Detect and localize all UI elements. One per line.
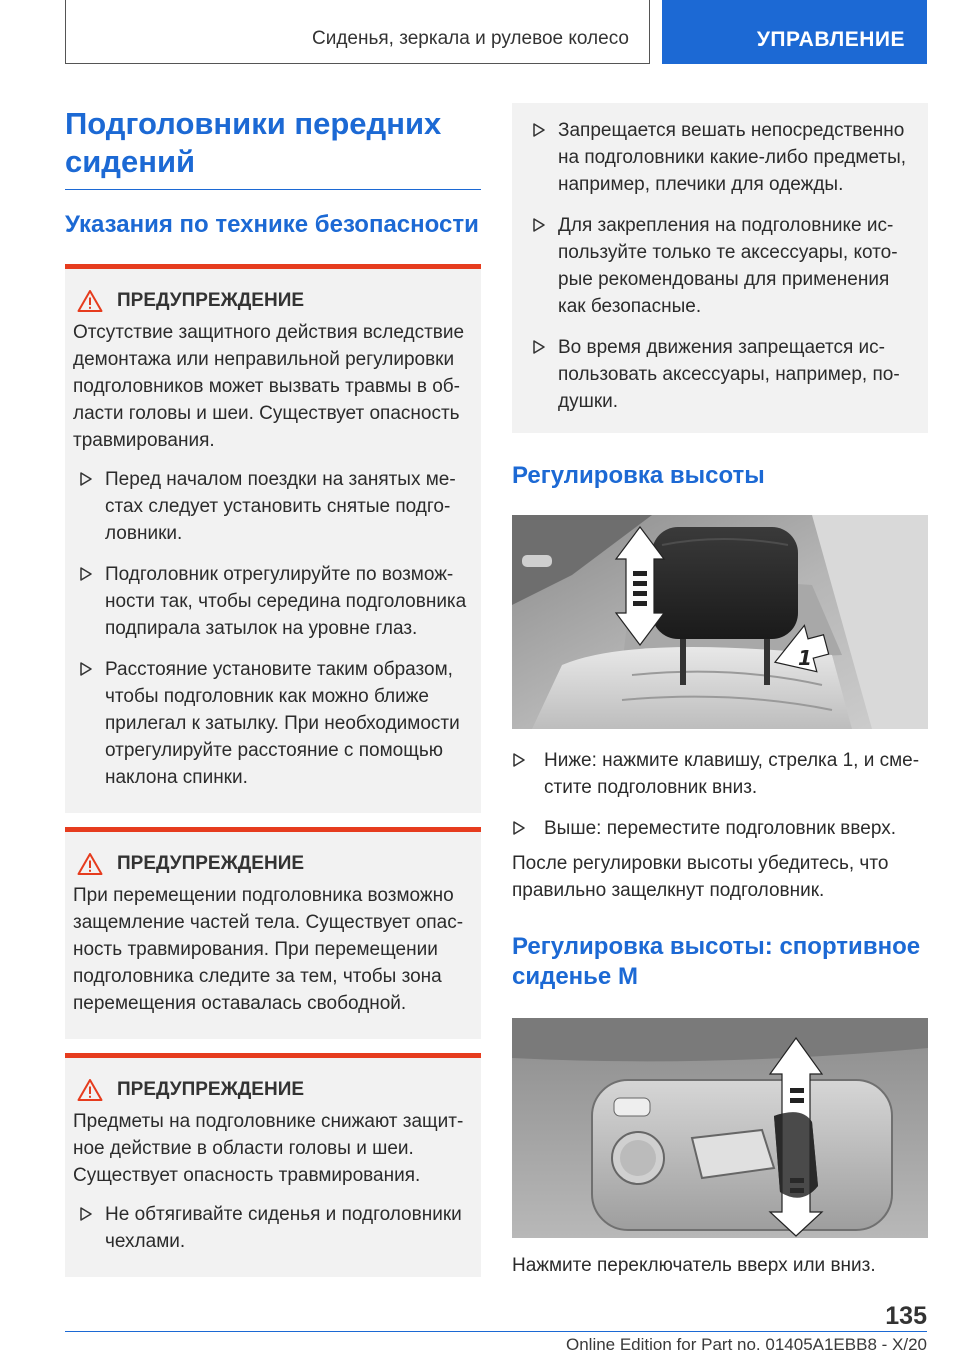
warning-label: ПРЕДУПРЕЖДЕНИЕ [117, 1079, 305, 1100]
list-item [73, 466, 473, 547]
bullet-arrow-icon [532, 340, 546, 354]
arrow-label: 1 [798, 646, 812, 670]
bullet-arrow-icon [512, 753, 526, 767]
warning-triangle-icon [77, 852, 103, 876]
warning-box [65, 1053, 481, 1277]
headrest-illustration [512, 515, 928, 729]
seat-switch-image [512, 1018, 928, 1238]
list-item [512, 815, 928, 842]
chapter-title: УПРАВЛЕНИЕ [756, 28, 905, 51]
list-item [512, 747, 928, 801]
left-column [65, 105, 481, 1277]
list-item-text: Для закрепления на подголовнике используйте только те аксессуары, которые рекомендованы для применения как безопасные. [558, 215, 898, 317]
bullet-arrow-icon [512, 821, 526, 835]
footer-edition: Online Edition for Part no. 01405A1EBB8 - X/20 [565, 1335, 927, 1354]
bullet-arrow-icon [532, 123, 546, 137]
continued-list [526, 117, 912, 415]
list-item [526, 212, 912, 320]
bullet-arrow-icon [79, 1207, 93, 1221]
section-title: Сиденья, зеркала и рулевое колесо [312, 28, 629, 49]
bullet-arrow-icon [79, 472, 93, 486]
list-item [73, 1201, 473, 1255]
list-item-text: Запрещается вешать непосредственно на подголовники какие-либо предметы, например, плечики для одежды. [558, 120, 907, 195]
safety-heading: Указания по технике безопасности [65, 211, 479, 238]
warning-header [77, 289, 473, 313]
warning-list [73, 466, 473, 791]
list-item-text: Расстояние установите таким образом, чтобы подголовник как можно ближе прилегал к затылку. При необходимости отрегулируйте расстояние с помощью наклона спинки. [105, 659, 460, 788]
page-title: Подголовники передних сидений [65, 105, 481, 190]
headrest-height-image [512, 515, 928, 729]
warning-box [65, 264, 481, 813]
warning-text: При перемещении подголовника возможно защемление частей тела. Существует опасность травмирования. При перемещении подголовника следите за тем, чтобы зона перемещения оставалась свободной. [73, 885, 464, 1014]
page-number: 135 [885, 1302, 927, 1330]
chapter-tab [662, 0, 927, 64]
section-heading: Регулировка высоты: спортивное сиденье M [512, 933, 921, 990]
section-tab [65, 0, 650, 64]
section-heading: Регулировка высоты [512, 462, 765, 489]
list-item-text: Ниже: нажмите клавишу, стрелка 1, и сместите подголовник вниз. [544, 750, 920, 798]
height-steps-list [512, 747, 928, 842]
image-caption: Нажмите переключатель вверх или вниз. [512, 1255, 876, 1276]
warning-text: Предметы на подголовнике снижают защитное действие в области головы и шеи. Существует опасность травмирования. [73, 1111, 464, 1186]
list-item-text: Подголовник отрегулируйте по возможности так, чтобы середина подголовника подпирала затылок на уровне глаз. [105, 564, 467, 639]
warning-header [77, 852, 473, 876]
list-item-text: Выше: переместите подголовник вверх. [544, 818, 896, 839]
list-item [526, 334, 912, 415]
list-item-text: Во время движения запрещается использовать аксессуары, например, подушки. [558, 337, 900, 412]
warning-text: Отсутствие защитного действия вследствие демонтажа или неправильной регулировки подголовников может вызвать травмы в области головы и шеи. Существует опасность травмирования. [73, 322, 465, 451]
list-item [73, 561, 473, 642]
warning-label: ПРЕДУПРЕЖДЕНИЕ [117, 853, 305, 874]
warning-box [65, 827, 481, 1039]
list-item [526, 117, 912, 198]
warning-continuation [512, 103, 928, 433]
bullet-arrow-icon [79, 662, 93, 676]
list-item-text: Перед началом поездки на занятых местах следует установить снятые подголовники. [105, 469, 456, 544]
page-footer [65, 1331, 927, 1354]
list-item-text: Не обтягивайте сиденья и подголовники чехлами. [105, 1204, 462, 1252]
height-note: После регулировки высоты убедитесь, что правильно защелкнут подголовник. [512, 853, 889, 901]
warning-label: ПРЕДУПРЕЖДЕНИЕ [117, 290, 305, 311]
list-item [73, 656, 473, 791]
warning-triangle-icon [77, 1078, 103, 1102]
bullet-arrow-icon [532, 218, 546, 232]
seat-switch-illustration [512, 1018, 928, 1238]
right-column [512, 103, 928, 1279]
warning-list [73, 1201, 473, 1255]
bullet-arrow-icon [79, 567, 93, 581]
warning-triangle-icon [77, 289, 103, 313]
page-header [65, 0, 927, 64]
warning-header [77, 1078, 473, 1102]
